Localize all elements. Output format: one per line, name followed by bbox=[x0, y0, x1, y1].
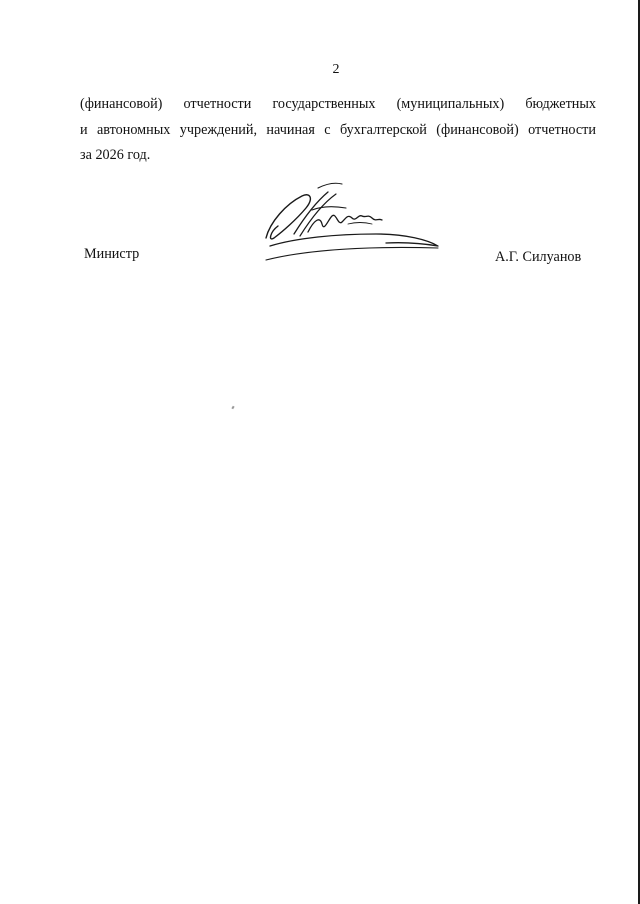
word: отчетности bbox=[528, 121, 596, 138]
word: (муниципальных) bbox=[396, 96, 505, 112]
word: бюджетных bbox=[525, 96, 596, 112]
word: с bbox=[324, 121, 331, 138]
paragraph-line-2 bbox=[80, 118, 596, 144]
word: автономных bbox=[96, 121, 171, 138]
signer-title: Министр bbox=[84, 246, 140, 262]
word: начиная bbox=[266, 121, 315, 138]
paragraph-line-1 bbox=[80, 92, 596, 118]
body-paragraph bbox=[80, 92, 596, 169]
word: бухгалтерской bbox=[339, 121, 427, 138]
paragraph-line-3: за 2026 год. bbox=[80, 147, 151, 163]
signer-name: А.Г. Силуанов bbox=[495, 249, 582, 265]
handwritten-signature bbox=[256, 180, 446, 264]
word: государственных bbox=[272, 96, 376, 112]
word: и bbox=[80, 121, 88, 138]
word: учреждений, bbox=[179, 121, 258, 138]
scan-speck bbox=[231, 406, 234, 410]
page-number: 2 bbox=[332, 62, 340, 77]
word: (финансовой) bbox=[80, 96, 163, 112]
word: отчетности bbox=[183, 96, 252, 112]
word: (финансовой) bbox=[436, 121, 519, 138]
